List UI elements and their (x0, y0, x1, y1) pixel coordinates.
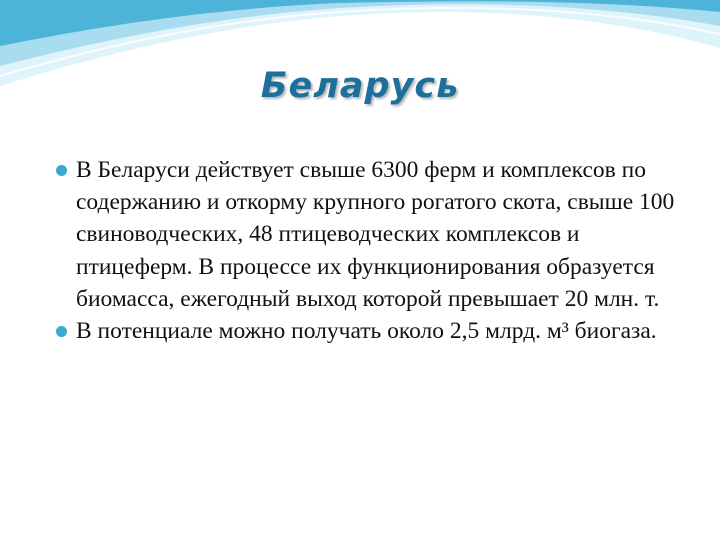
bullet-item (58, 154, 698, 315)
bullet-dot-icon (56, 326, 67, 337)
bullet-text: В Беларуси действует свыше 6300 ферм и комплексов по содержанию и откорму крупного рогатого скота, свыше 100 свиноводческих, 48 птицеводческих комплексов и птицеферм. В процессе их функционирования образуется биомасса, ежегодный выход которой превышает 20 млн. т. (76, 157, 675, 312)
bullet-list (58, 154, 698, 347)
bullet-text: В потенциале можно получать около 2,5 млрд. м³ биогаза. (76, 318, 657, 345)
bullet-item (58, 315, 698, 347)
slide-title: Беларусь (260, 66, 460, 106)
bullet-dot-icon (56, 165, 67, 176)
